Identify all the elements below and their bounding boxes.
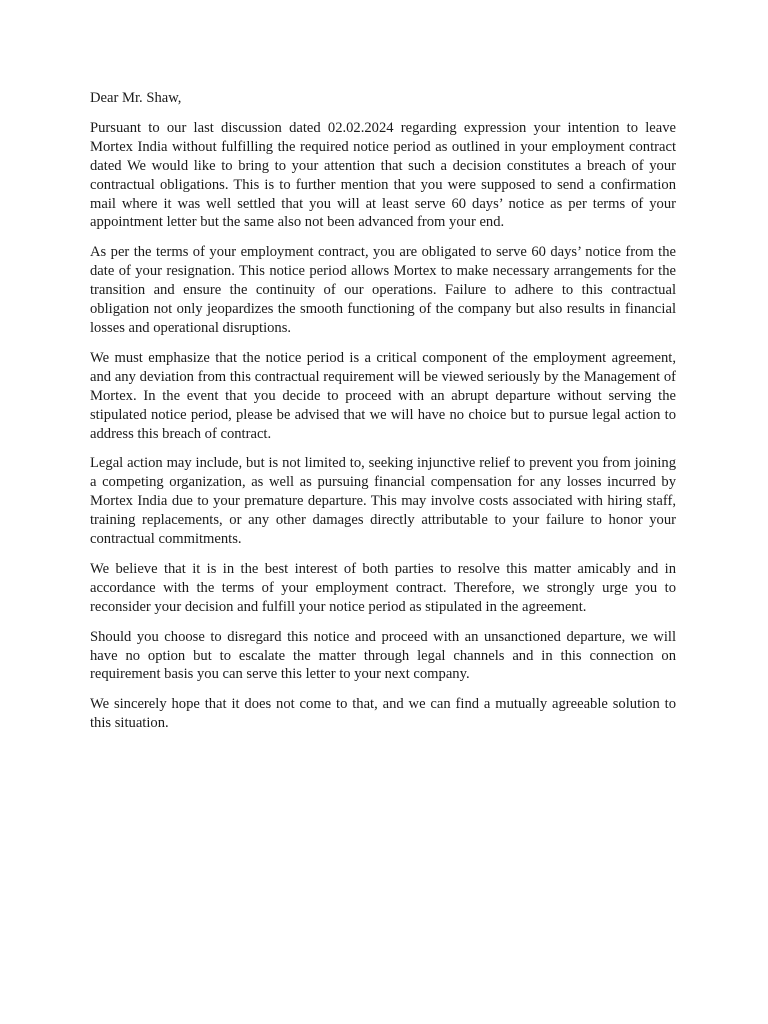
salutation: Dear Mr. Shaw, [90,90,182,106]
paragraph-legal-action: Legal action may include, but is not limited to, seeking injunctive relief to prevent you from joining a competing organization, as well as pursuing financial compensation for any losses incurred by Mortex India due to your premature departure. This may involve costs associated with hiring staff, training replacements, or any other damages directly attributable to your failure to honor your contractual commitments. [90,455,676,548]
paragraph-escalation: Should you choose to disregard this notice and proceed with an unsanctioned departure, we will have no option but to escalate the matter through legal channels and in this connection on requirement basis you can serve this letter to your next company. [90,628,676,683]
paragraph-contract-terms: As per the terms of your employment contract, you are obligated to serve 60 days’ notice from the date of your resignation. This notice period allows Mortex to make necessary arrangements for the transition and ensure the continuity of our operations. Failure to adhere to this contractual obligation not only jeopardizes the smooth functioning of the company but also results in financial losses and operational disruptions. [90,244,676,336]
paragraph-closing: We sincerely hope that it does not come to that, and we can find a mutually agreeable solution to this situation. [90,696,676,732]
paragraph-notice-breach: Pursuant to our last discussion dated 02.02.2024 regarding expression your intention to leave Mortex India without fulfilling the required notice period as outlined in your employment contract dated We would like to bring to your attention that such a decision constitutes a breach of your contractual obligations. This is to further mention that you were supposed to send a confirmation mail where it was well settled that you will at least serve 60 days’ notice as per terms of your appointment letter but the same also not been advanced from your end. [90,119,676,231]
paragraph-resolution: We believe that it is in the best interest of both parties to resolve this matter amicably and in accordance with the terms of your employment contract. Therefore, we strongly urge you to reconsider your decision and fulfill your notice period as stipulated in the agreement. [90,560,676,615]
paragraph-emphasis: We must emphasize that the notice period is a critical component of the employment agreement, and any deviation from this contractual requirement will be viewed seriously by the Management of Mortex. In the event that you decide to proceed with an abrupt departure without serving the stipulated notice period, please be advised that we will have no choice but to pursue legal action to address this breach of contract. [90,349,676,442]
letter-body [90,89,676,744]
